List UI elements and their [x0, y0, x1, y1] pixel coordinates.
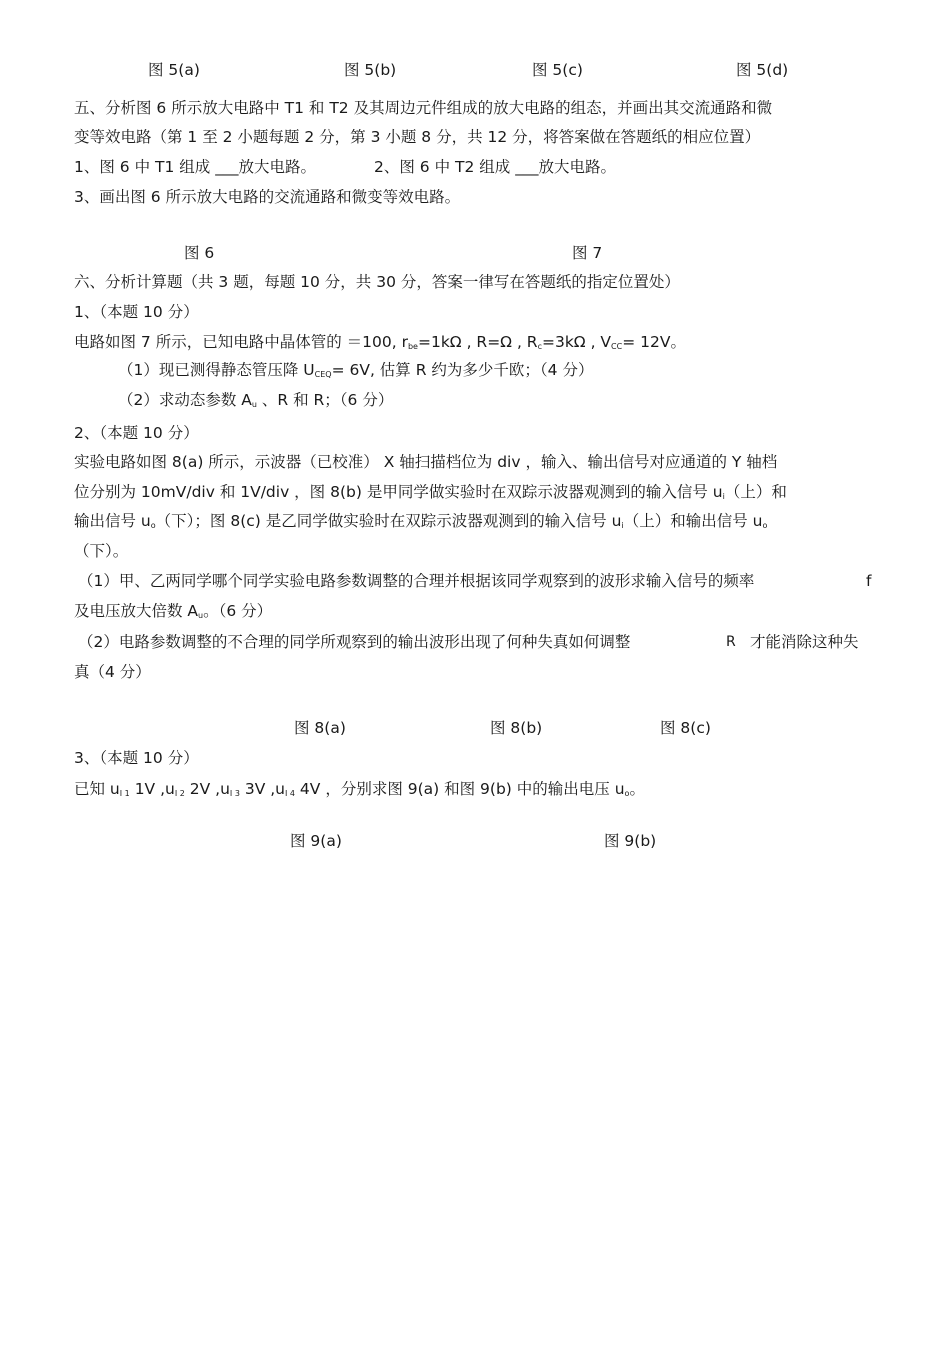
- p2-question1-f: f: [866, 572, 872, 590]
- fig5a-caption: 图 5(a): [148, 61, 200, 79]
- fig5d-caption: 图 5(d): [736, 61, 789, 79]
- p2-question2: （2）电路参数调整的不合理的同学所观察到的输出波形出现了何种失真如何调整: [78, 633, 631, 651]
- p3-statement: 已知 $u_{I 1}$ 1V $,u_{I 2}$ 2V $,u_{I 3}$ 3V $,u_{I 4}$ 4V ，分别求图 9(a) 和图 9(b) 中的输出电压 $u_o$。: [74, 780, 645, 798]
- fig5c-caption: 图 5(c): [532, 61, 583, 79]
- sec5-question2: 2、图 6 中 T2 组成 ___放大电路。: [374, 158, 616, 176]
- sec5-question3: 3、画出图 6 所示放大电路的交流通路和微变等效电路。: [74, 188, 461, 206]
- fig8b-caption: 图 8(b): [490, 719, 543, 737]
- p2-heading: 2、（本题 10 分）: [74, 424, 199, 442]
- p1-item2: （2）求动态参数 $A_u$ 、R 和 R；（6 分）: [118, 391, 394, 409]
- p2-question2-cont: 真（4 分）: [74, 663, 151, 681]
- p2-line3: 输出信号 $u_o$（下）；图 8(c) 是乙同学做实验时在双踪示波器观测到的输入信号 $u_i$（上）和输出信号 $u_o$: [74, 512, 768, 530]
- p2-question1: （1）甲、乙两同学哪个同学实验电路参数调整的合理并根据该同学观察到的波形求输入信号的频率: [78, 572, 755, 590]
- sec5-question1: 1、图 6 中 T1 组成 ___放大电路。: [74, 158, 316, 176]
- fig9b-caption: 图 9(b): [604, 832, 657, 850]
- p2-question2-R: R: [726, 634, 736, 650]
- p2-line4: （下）。: [74, 542, 129, 560]
- p2-line1: 实验电路如图 8(a) 所示，示波器（已校准） X 轴扫描档位为 div ，输入、输出信号对应通道的 Y 轴档: [74, 453, 778, 471]
- fig9a-caption: 图 9(a): [290, 832, 342, 850]
- p2-line2: 位分别为 10mV/div 和 1V/div ，图 8(b) 是甲同学做实验时在双踪示波器观测到的输入信号 $u_i$（上）和: [74, 483, 787, 501]
- p1-statement: 电路如图 7 所示，已知电路中晶体管的 ＝100, $r_{be}=1k\Omega$ , R=Ω , $R_c=3k\Omega$ , $V_{CC}= 12V$。: [74, 333, 686, 351]
- sec5-line1: 五、分析图 6 所示放大电路中 T1 和 T2 及其周边元件组成的放大电路的组态，并画出其交流通路和微: [74, 99, 773, 117]
- p1-item1: （1）现已测得静态管压降 $U_{CEQ}= 6V$, 估算 R 约为多少千欧；（4 分）: [118, 361, 594, 379]
- fig7-caption: 图 7: [572, 244, 603, 262]
- sec5-line2: 变等效电路（第 1 至 2 小题每题 2 分，第 3 小题 8 分，共 12 分，将答案做在答题纸的相应位置）: [74, 128, 761, 146]
- fig8a-caption: 图 8(a): [294, 719, 346, 737]
- fig5b-caption: 图 5(b): [344, 61, 397, 79]
- p2-question2-tail: 才能消除这种失: [750, 633, 859, 651]
- p2-question1-cont: 及电压放大倍数 $A_u$。（6 分）: [74, 602, 273, 620]
- p3-heading: 3、（本题 10 分）: [74, 749, 199, 767]
- sec6-title: 六、分析计算题（共 3 题，每题 10 分，共 30 分，答案一律写在答题纸的指定位置处）: [74, 273, 680, 291]
- p1-heading: 1、（本题 10 分）: [74, 303, 199, 321]
- fig6-caption: 图 6: [184, 244, 215, 262]
- fig8c-caption: 图 8(c): [660, 719, 711, 737]
